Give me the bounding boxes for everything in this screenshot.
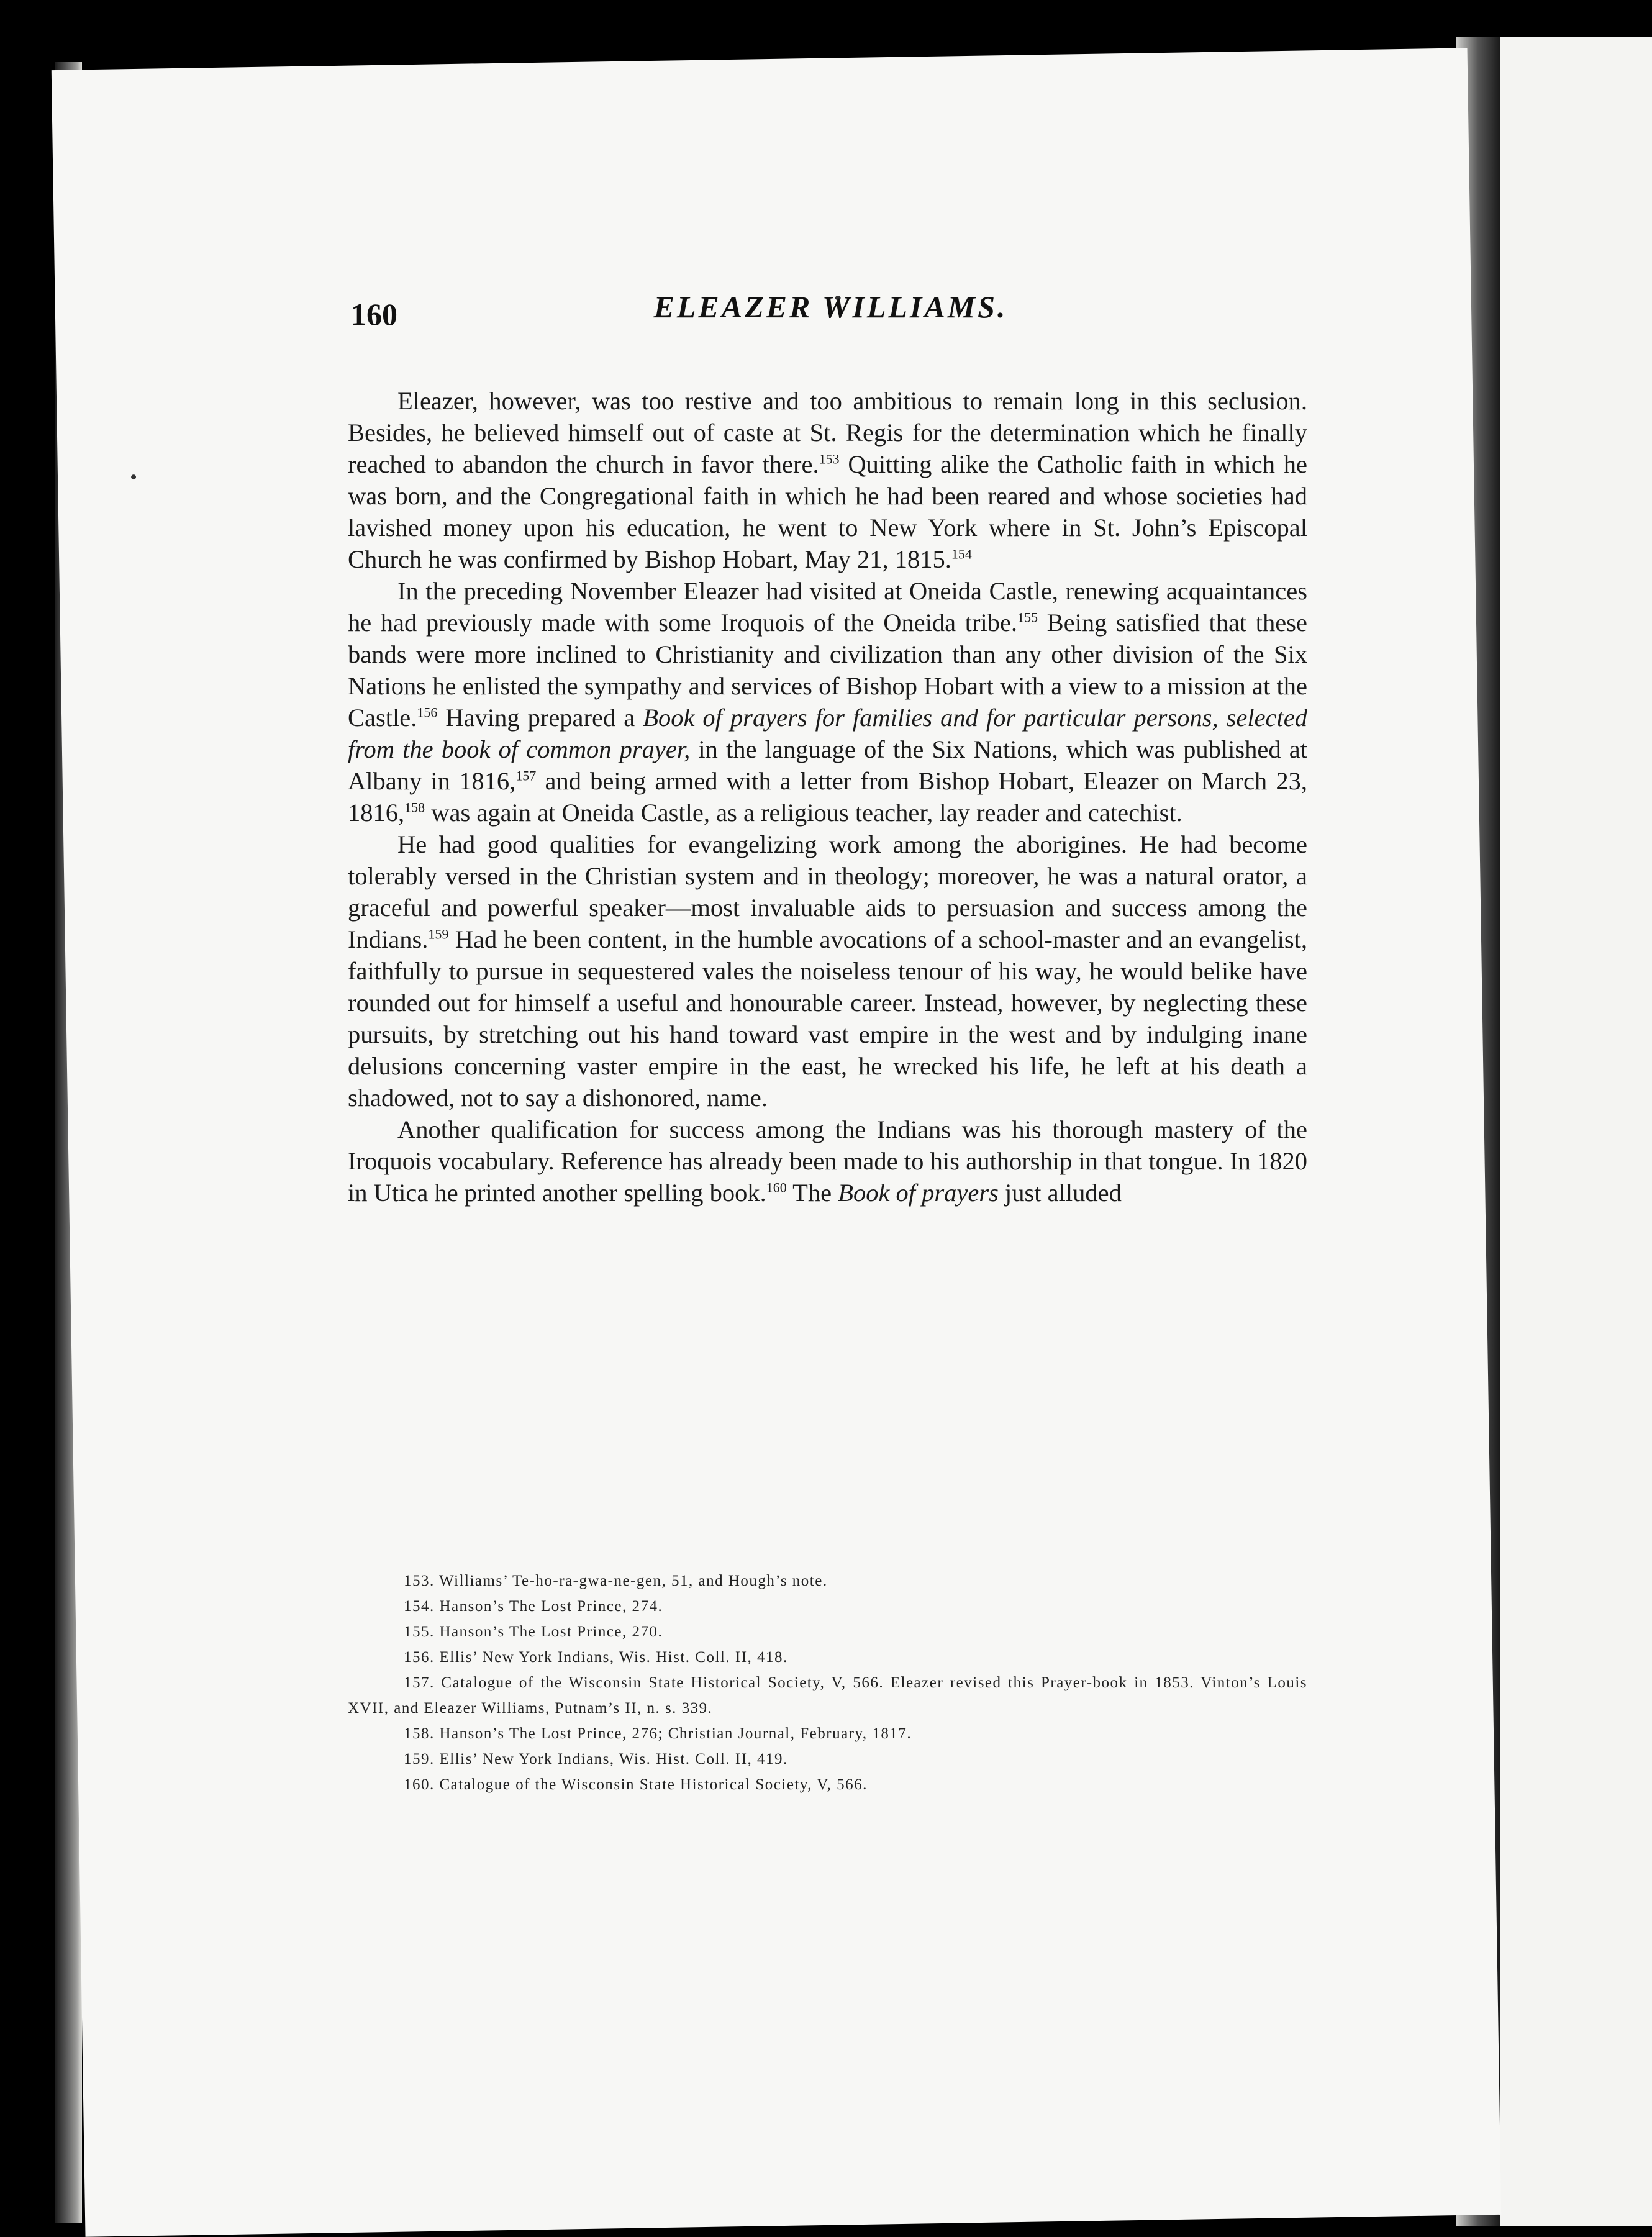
footnote-ref: 159 bbox=[428, 926, 449, 942]
footnote: 158. Hanson’s The Lost Prince, 276; Christian Journal, February, 1817. bbox=[404, 1725, 912, 1742]
body-text bbox=[348, 385, 1307, 1209]
footnote: 159. Ellis’ New York Indians, Wis. Hist. Coll. II, 419. bbox=[404, 1751, 788, 1767]
footnote: 153. Williams’ Te-ho-ra-gwa-ne-gen, 51, and Hough’s note. bbox=[404, 1572, 828, 1589]
text-run: and being armed with a letter from Bishop Hobart, Eleazer on March 23, 1816, bbox=[348, 767, 1307, 827]
text-run: He had good qualities for evangelizing work among the aborigines. He had become tolerably versed in the Christian system and in theology; moreover, he was a natural orator, a graceful and powerful speaker—most invaluable aids to persuasion and success among the Indians. bbox=[348, 830, 1307, 953]
text-run: Being satisfied that these bands were more inclined to Christianity and civilization than any other division of the Six Nations he enlisted the sympathy and services of Bishop Hobart with a view to a mission at the Castle. bbox=[348, 609, 1307, 732]
footnote-ref: 160 bbox=[766, 1179, 787, 1196]
page-header bbox=[351, 289, 1310, 338]
footnote-ref: 155 bbox=[1017, 609, 1038, 625]
print-fleck bbox=[131, 474, 136, 479]
text-run: Eleazer, however, was too restive and too ambitious to remain long in this seclusion. Besides, he believed himself out of caste at St. Regis for the determination which he finally reached to abandon the church in favor there. bbox=[348, 387, 1307, 478]
footnote-ref: 156 bbox=[417, 704, 438, 720]
footnote: 157. Catalogue of the Wisconsin State Historical Society, V, 566. Eleazer revised this Prayer-book in 1853. Vinton’s Louis XVII, and Eleazer Williams, Putnam’s II, n. s. 339. bbox=[348, 1674, 1307, 1717]
paragraph bbox=[348, 828, 1307, 1114]
text-run: Having prepared a bbox=[437, 704, 643, 732]
running-title: ELEAZER WILLIAMS. bbox=[653, 289, 1008, 324]
text-run: Had he been content, in the humble avocations of a school-master and an evangelist, faithfully to pursue in sequestered vales the noiseless tenour of his way, he would belike have rounded out for himself a useful and honourable career. Instead, however, by neglecting these pursuits, by stretching out his hand toward vast empire in the west and by indulging inane delusions concerning vaster empire in the east, he wrecked his life, he left at his death a shadowed, not to say a dishonored, name. bbox=[348, 925, 1307, 1112]
footnote: 160. Catalogue of the Wisconsin State Historical Society, V, 566. bbox=[404, 1776, 868, 1793]
text-run: in the language of the Six Nations, which was published at Albany in 1816, bbox=[348, 735, 1307, 795]
paragraph bbox=[348, 385, 1307, 575]
footnotes bbox=[348, 1568, 1307, 1797]
text-run: just alluded bbox=[998, 1179, 1122, 1207]
text-run: In the preceding November Eleazer had visited at Oneida Castle, renewing acquaintances he had previously made with some Iroquois of the Oneida tribe. bbox=[348, 577, 1307, 637]
text-run: The bbox=[786, 1179, 838, 1207]
book-title: Book of prayers for families and for particular persons, selected from the book of common prayer, bbox=[348, 704, 1307, 763]
text-run: Quitting alike the Catholic faith in which he was born, and the Congregational faith in which he had been reared and whose societies had lavished money upon his education, he went to New York where in St. John’s Episcopal Church he was confirmed by Bishop Hobart, May 21, 1815. bbox=[348, 450, 1307, 573]
text-run: was again at Oneida Castle, as a religious teacher, lay reader and catechist. bbox=[425, 799, 1182, 827]
page-number: 160 bbox=[351, 297, 397, 332]
footnote: 155. Hanson’s The Lost Prince, 270. bbox=[404, 1623, 663, 1640]
book-title: Book of prayers bbox=[838, 1179, 999, 1207]
facing-page bbox=[1491, 37, 1652, 2226]
text-run: Another qualification for success among the Indians was his thorough mastery of the Iroquois vocabulary. Reference has already been made to his authorship in that tongue. In 1820 in Utica he printed another spelling book. bbox=[348, 1115, 1307, 1207]
footnote-ref: 154 bbox=[951, 546, 972, 562]
footnote: 154. Hanson’s The Lost Prince, 274. bbox=[404, 1598, 663, 1615]
paragraph bbox=[348, 575, 1307, 828]
footnote-ref: 157 bbox=[515, 768, 537, 784]
footnote-ref: 153 bbox=[819, 451, 840, 467]
paragraph bbox=[348, 1114, 1307, 1209]
footnote-ref: 158 bbox=[404, 799, 425, 815]
footnote: 156. Ellis’ New York Indians, Wis. Hist. Coll. II, 418. bbox=[404, 1649, 788, 1666]
